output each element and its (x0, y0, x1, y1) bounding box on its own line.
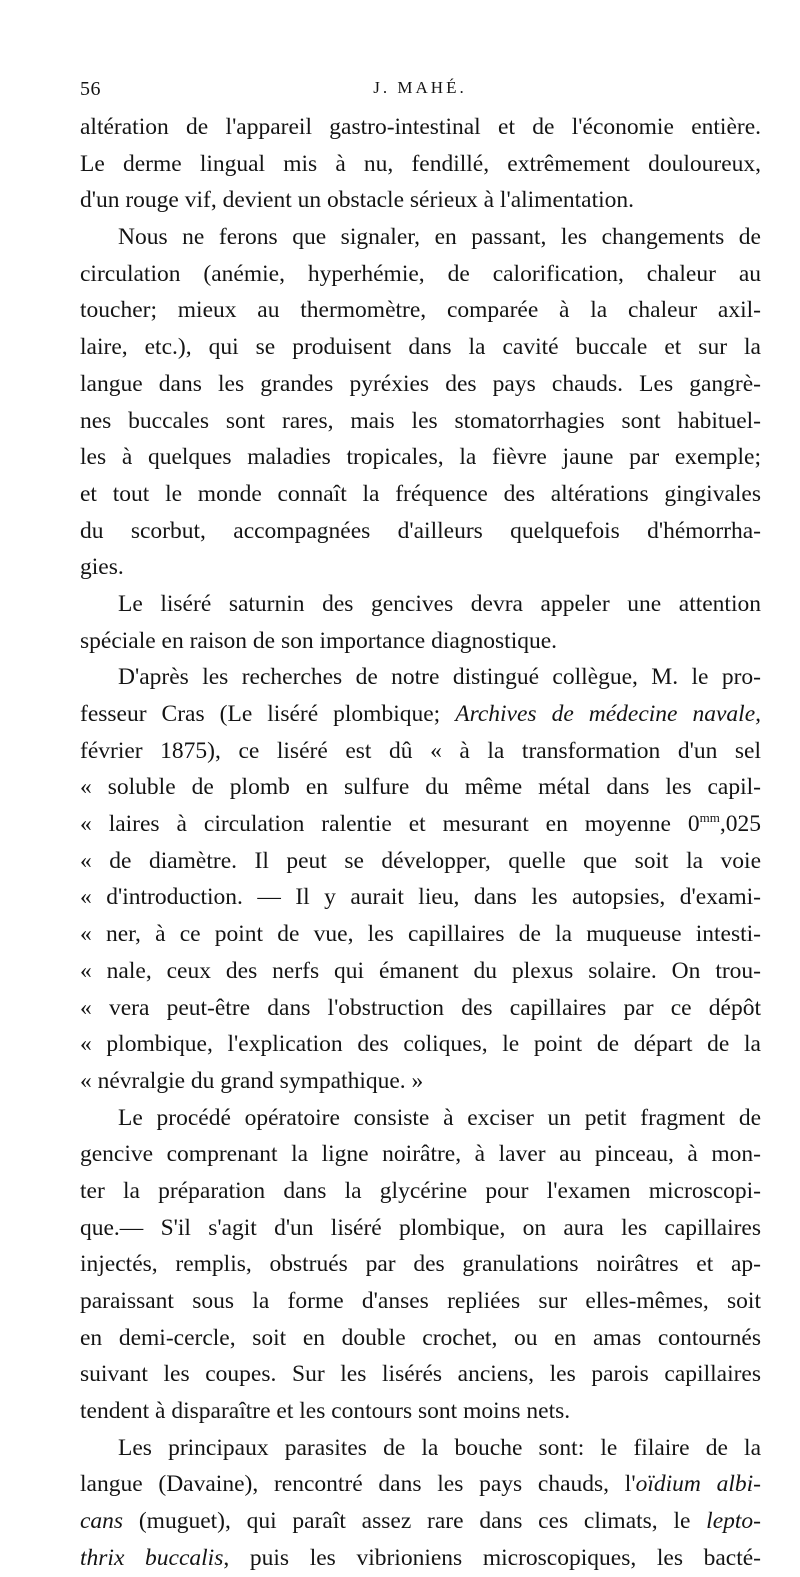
text-line: et tout le monde connaît la fréquence des altérations gingivales (80, 480, 761, 507)
page-number: 56 (80, 78, 101, 100)
text-line: les à quelques maladies tropicales, la fièvre jaune par exemple; (80, 444, 761, 471)
journal-citation: Archives de médecine navale, (455, 701, 761, 727)
text-line-with-species (80, 1466, 761, 1503)
text-line: spéciale en raison de son importance diagnostique. (80, 627, 558, 654)
paragraph-2 (80, 219, 761, 586)
text-line: en demi-cercle, soit en double crochet, ou en amas contournés (80, 1324, 761, 1351)
text-line: ter la préparation dans la glycérine pour l'examen microscopi- (80, 1177, 761, 1204)
text-line-with-species (80, 1503, 761, 1540)
paragraph-5 (80, 1100, 761, 1430)
text-fragment: , puis les vibrioniens microscopiques, les bacté- (223, 1544, 762, 1571)
text-body (80, 109, 761, 1577)
text-line: injectés, remplis, obstrués par des granulations noirâtres et ap- (80, 1251, 761, 1278)
text-line: circulation (anémie, hyperhémie, de calorification, chaleur au (80, 260, 761, 287)
text-fragment: « laires à circulation ralentie et mesurant en moyenne 0 (80, 811, 700, 838)
text-line: « de diamètre. Il peut se développer, quelle que soit la voie (80, 847, 761, 874)
text-line: paraissant sous la forme d'anses repliées sur elles-mêmes, soit (80, 1288, 761, 1314)
paragraph-6 (80, 1430, 761, 1577)
text-line: du scorbut, accompagnées d'ailleurs quelquefois d'hémorrha- (80, 517, 761, 544)
text-line: « plombique, l'explication des coliques, le point de départ de la (80, 1031, 761, 1058)
text-line: Le liséré saturnin des gencives devra appeler une attention (118, 590, 761, 617)
text-line: « névralgie du grand sympathique. » (80, 1067, 424, 1094)
text-line-with-citation (80, 696, 761, 733)
text-line: février 1875), ce liséré est dû « à la transformation d'un sel (80, 737, 761, 764)
text-line: « d'introduction. — Il y aurait lieu, dans les autopsies, d'exami- (80, 884, 761, 911)
paragraph-3 (80, 586, 761, 659)
text-line: Nous ne ferons que signaler, en passant, les changements de (118, 224, 761, 251)
text-line: Les principaux parasites de la bouche sont: le filaire de la (118, 1434, 761, 1461)
text-line: « soluble de plomb en sulfure du même métal dans les capil- (80, 774, 761, 801)
text-line: d'un rouge vif, devient un obstacle sérieux à l'alimentation. (80, 187, 635, 214)
text-line: gies. (80, 554, 124, 581)
text-line: « vera peut-être dans l'obstruction des capillaires par ce dépôt (80, 994, 761, 1021)
measure-value: ,025 (719, 811, 761, 838)
text-line: que.— S'il s'agit d'un liséré plombique, on aura les capillaires (80, 1214, 761, 1241)
species-name: lepto- (706, 1508, 761, 1535)
species-name: cans (80, 1508, 124, 1535)
page-header (80, 78, 760, 106)
text-line: « ner, à ce point de vue, les capillaires de la muqueuse intesti- (80, 921, 761, 948)
unit-superscript: mm (699, 810, 720, 826)
text-line: langue dans les grandes pyréxies des pays chauds. Les gangrè- (80, 370, 761, 397)
running-head: J. MAHÉ. (373, 78, 467, 97)
text-line-with-species (80, 1540, 761, 1577)
text-line: Le procédé opératoire consiste à exciser un petit fragment de (118, 1104, 761, 1131)
species-name: oïdium albi- (635, 1471, 761, 1498)
text-line: Le derme lingual mis à nu, fendillé, extrêmement douloureux, (80, 150, 761, 177)
text-line: D'après les recherches de notre distingué collègue, M. le pro- (118, 664, 761, 691)
text-fragment: fesseur Cras (Le liséré plombique; (80, 701, 456, 727)
text-line: gencive comprenant la ligne noirâtre, à laver au pinceau, à mon- (80, 1141, 761, 1168)
text-line: toucher; mieux au thermomètre, comparée à la chaleur axil- (80, 297, 761, 324)
text-line: laire, etc.), qui se produisent dans la cavité buccale et sur la (80, 334, 761, 361)
text-fragment: langue (Davaine), rencontré dans les pays chauds, l' (80, 1471, 636, 1498)
text-line: nes buccales sont rares, mais les stomatorrhagies sont habituel- (80, 407, 761, 434)
text-fragment: (muguet), qui paraît assez rare dans ces climats, le (123, 1508, 707, 1535)
paragraph-4 (80, 659, 761, 1099)
paragraph-1 (80, 109, 761, 219)
text-line: tendent à disparaître et les contours sont moins nets. (80, 1398, 571, 1425)
text-line-with-measure (80, 806, 761, 843)
text-line: suivant les coupes. Sur les lisérés anciens, les parois capillaires (80, 1361, 761, 1388)
text-line: altération de l'appareil gastro-intestinal et de l'économie entière. (80, 114, 761, 140)
text-line: « nale, ceux des nerfs qui émanent du plexus solaire. On trou- (80, 957, 761, 984)
species-name: thrix buccalis (80, 1544, 224, 1571)
